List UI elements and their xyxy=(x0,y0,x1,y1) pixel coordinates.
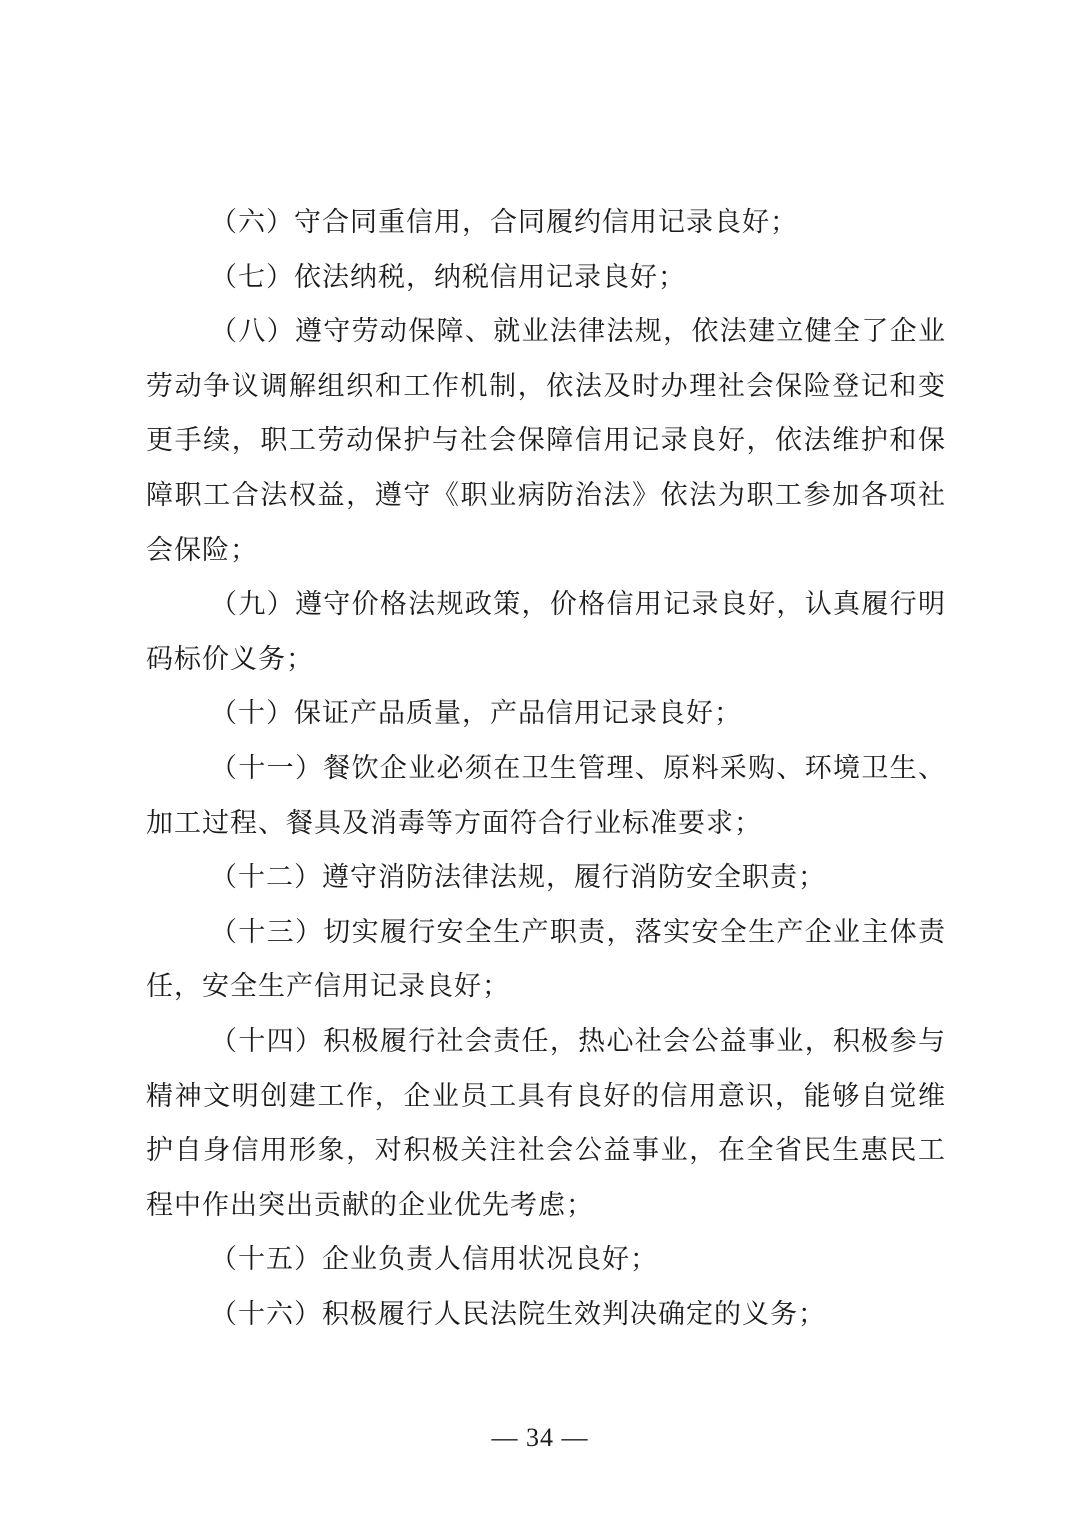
clause-8: （八）遵守劳动保障、就业法律法规，依法建立健全了企业劳动争议调解组织和工作机制，依法及时办理社会保险登记和变更手续，职工劳动保护与社会保障信用记录良好，依法维护和保障职工合法权益，遵守《职业病防治法》依法为职工参加各项社会保险； xyxy=(146,316,946,566)
clause-7: （七）依法纳税，纳税信用记录良好； xyxy=(210,261,686,293)
clause-15: （十五）企业负责人信用状况良好； xyxy=(210,1244,658,1276)
clause-6: （六）守合同重信用，合同履约信用记录良好； xyxy=(210,207,798,238)
clause-12: （十二）遵守消防法律法规，履行消防安全职责； xyxy=(210,862,826,894)
clause-14: （十四）积极履行社会责任，热心社会公益事业，积极参与精神文明创建工作，企业员工具有良好的信用意识，能够自觉维护自身信用形象，对积极关注社会公益事业，在全省民生惠民工程中作出突出贡献的企业优先考虑； xyxy=(146,1025,946,1221)
clause-16: （十六）积极履行人民法院生效判决确定的义务； xyxy=(210,1298,826,1330)
clause-9: （九）遵守价格法规政策，价格信用记录良好，认真履行明码标价义务； xyxy=(146,589,946,675)
document-body xyxy=(146,196,946,1342)
page-number: — 34 — xyxy=(491,1423,589,1452)
clause-13: （十三）切实履行安全生产职责，落实安全生产企业主体责任，安全生产信用记录良好； xyxy=(146,916,946,1003)
clause-11: （十一）餐饮企业必须在卫生管理、原料采购、环境卫生、加工过程、餐具及消毒等方面符合行业标准要求； xyxy=(146,752,946,839)
clause-10: （十）保证产品质量，产品信用记录良好； xyxy=(210,698,742,730)
